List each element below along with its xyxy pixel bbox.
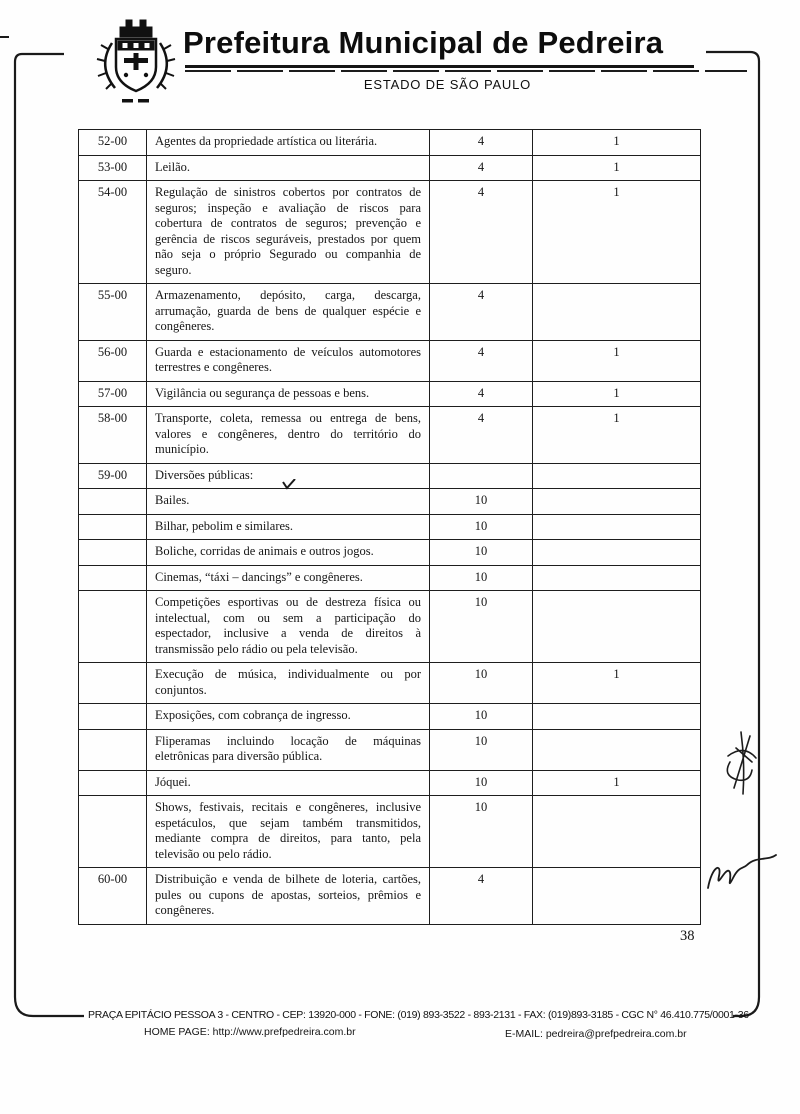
rate-value-cell: 4: [430, 340, 533, 381]
rate-value-cell: 4: [430, 130, 533, 156]
rate-value-cell: 10: [430, 540, 533, 566]
service-description-cell: Diversões públicas:: [147, 463, 430, 489]
table-row: [79, 155, 701, 181]
rate-value-cell: 4: [430, 407, 533, 464]
table-row: [79, 514, 701, 540]
service-description-cell: Transporte, coleta, remessa ou entrega de bens, valores e congêneres, dentro do território do município.: [147, 407, 430, 464]
service-description-cell: Bilhar, pebolim e similares.: [147, 514, 430, 540]
service-description-cell: Shows, festivais, recitais e congêneres, inclusive espetáculos, que sejam também transmitidos, mediante compra de direitos, para tanto, pela televisão ou pelo rádio.: [147, 796, 430, 868]
service-description-cell: Execução de música, individualmente ou por conjuntos.: [147, 663, 430, 704]
fee-value-cell: [533, 489, 701, 515]
rate-value-cell: [430, 463, 533, 489]
rate-value-cell: 10: [430, 489, 533, 515]
service-code-cell: [79, 770, 147, 796]
table-row: [79, 489, 701, 515]
footer-email-link[interactable]: E-MAIL: pedreira@prefpedreira.com.br: [505, 1028, 687, 1040]
handwritten-check-mark: [281, 479, 297, 492]
service-code-cell: [79, 729, 147, 770]
service-description-cell: Boliche, corridas de animais e outros jogos.: [147, 540, 430, 566]
footer-address-line: PRAÇA EPITÁCIO PESSOA 3 - CENTRO - CEP: 13920-000 - FONE: (019) 893-3522 - 893-2131 - FAX: (019)893-3185 - CGC N° 46.410.775/0001-36: [88, 1009, 749, 1021]
fee-value-cell: 1: [533, 130, 701, 156]
fee-value-cell: [533, 591, 701, 663]
rate-value-cell: 10: [430, 796, 533, 868]
rate-value-cell: 10: [430, 514, 533, 540]
rate-value-cell: 4: [430, 868, 533, 925]
rate-value-cell: 4: [430, 381, 533, 407]
fee-value-cell: [533, 463, 701, 489]
service-code-cell: 53-00: [79, 155, 147, 181]
service-code-cell: 59-00: [79, 463, 147, 489]
service-code-cell: [79, 565, 147, 591]
rate-value-cell: 4: [430, 284, 533, 341]
handwritten-margin-scribble: [716, 726, 768, 812]
service-description-cell: Agentes da propriedade artística ou literária.: [147, 130, 430, 156]
table-row: [79, 591, 701, 663]
fee-value-cell: [533, 540, 701, 566]
fee-value-cell: [533, 729, 701, 770]
service-description-cell: Bailes.: [147, 489, 430, 515]
fee-value-cell: [533, 514, 701, 540]
table-row: [79, 284, 701, 341]
fee-value-cell: [533, 704, 701, 730]
service-description-cell: Cinemas, “táxi – dancings” e congêneres.: [147, 565, 430, 591]
fee-value-cell: 1: [533, 770, 701, 796]
rate-value-cell: 4: [430, 181, 533, 284]
fee-value-cell: 1: [533, 181, 701, 284]
service-description-cell: Leilão.: [147, 155, 430, 181]
service-code-cell: [79, 591, 147, 663]
rate-value-cell: 10: [430, 591, 533, 663]
rate-value-cell: 4: [430, 155, 533, 181]
table-row: [79, 868, 701, 925]
table-row: [79, 704, 701, 730]
fee-value-cell: [533, 868, 701, 925]
fee-value-cell: [533, 565, 701, 591]
fee-value-cell: 1: [533, 407, 701, 464]
service-code-cell: 58-00: [79, 407, 147, 464]
service-code-cell: [79, 796, 147, 868]
services-tax-table: [78, 129, 701, 925]
fee-value-cell: [533, 284, 701, 341]
table-row: [79, 729, 701, 770]
service-description-cell: Guarda e estacionamento de veículos automotores terrestres e congêneres.: [147, 340, 430, 381]
service-description-cell: Competições esportivas ou de destreza física ou intelectual, com ou sem a participação do espectador, inclusive a venda de direitos à transmissão pelo rádio ou pela televisão.: [147, 591, 430, 663]
table-row: [79, 130, 701, 156]
service-code-cell: [79, 540, 147, 566]
service-code-cell: 60-00: [79, 868, 147, 925]
title-underline-thick: [185, 65, 694, 68]
rate-value-cell: 10: [430, 663, 533, 704]
service-description-cell: Fliperamas incluindo locação de máquinas eletrônicas para diversão pública.: [147, 729, 430, 770]
service-description-cell: Armazenamento, depósito, carga, descarga, arrumação, guarda de bens de qualquer espécie e congêneres.: [147, 284, 430, 341]
service-description-cell: Regulação de sinistros cobertos por contratos de seguros; inspeção e avaliação de riscos para cobertura de contratos de seguros; prevenção e gerência de riscos seguráveis, prestados por quem não seja o próprio Segurado ou companhia de seguro.: [147, 181, 430, 284]
service-code-cell: [79, 514, 147, 540]
rate-value-cell: 10: [430, 770, 533, 796]
state-subtitle: ESTADO DE SÃO PAULO: [363, 77, 532, 92]
service-code-cell: 55-00: [79, 284, 147, 341]
service-code-cell: 52-00: [79, 130, 147, 156]
footer-homepage-link[interactable]: HOME PAGE: http://www.prefpedreira.com.br: [144, 1026, 356, 1038]
table-row: [79, 340, 701, 381]
service-code-cell: [79, 704, 147, 730]
page-number: 38: [680, 928, 695, 944]
service-description-cell: Distribuição e venda de bilhete de loteria, cartões, pules ou cupons de apostas, sorteios, prêmios e congêneres.: [147, 868, 430, 925]
fee-value-cell: 1: [533, 381, 701, 407]
table-row: [79, 663, 701, 704]
table-row: [79, 770, 701, 796]
table-row: [79, 181, 701, 284]
service-code-cell: 57-00: [79, 381, 147, 407]
table-row: [79, 796, 701, 868]
page-title: Prefeitura Municipal de Pedreira: [183, 25, 664, 60]
table-row: [79, 540, 701, 566]
rate-value-cell: 10: [430, 565, 533, 591]
table-row: [79, 407, 701, 464]
coat-of-arms-logo: [86, 13, 186, 113]
title-underline-thin: [185, 70, 747, 72]
service-description-cell: Vigilância ou segurança de pessoas e bens.: [147, 381, 430, 407]
service-code-cell: 54-00: [79, 181, 147, 284]
table-row: [79, 463, 701, 489]
rate-value-cell: 10: [430, 729, 533, 770]
handwritten-signature: [698, 838, 782, 900]
table-row: [79, 381, 701, 407]
rate-value-cell: 10: [430, 704, 533, 730]
fee-value-cell: 1: [533, 663, 701, 704]
service-code-cell: 56-00: [79, 340, 147, 381]
table-row: [79, 565, 701, 591]
fee-value-cell: [533, 796, 701, 868]
service-code-cell: [79, 489, 147, 515]
service-code-cell: [79, 663, 147, 704]
service-description-cell: Jóquei.: [147, 770, 430, 796]
service-description-cell: Exposições, com cobrança de ingresso.: [147, 704, 430, 730]
fee-value-cell: 1: [533, 340, 701, 381]
fee-value-cell: 1: [533, 155, 701, 181]
